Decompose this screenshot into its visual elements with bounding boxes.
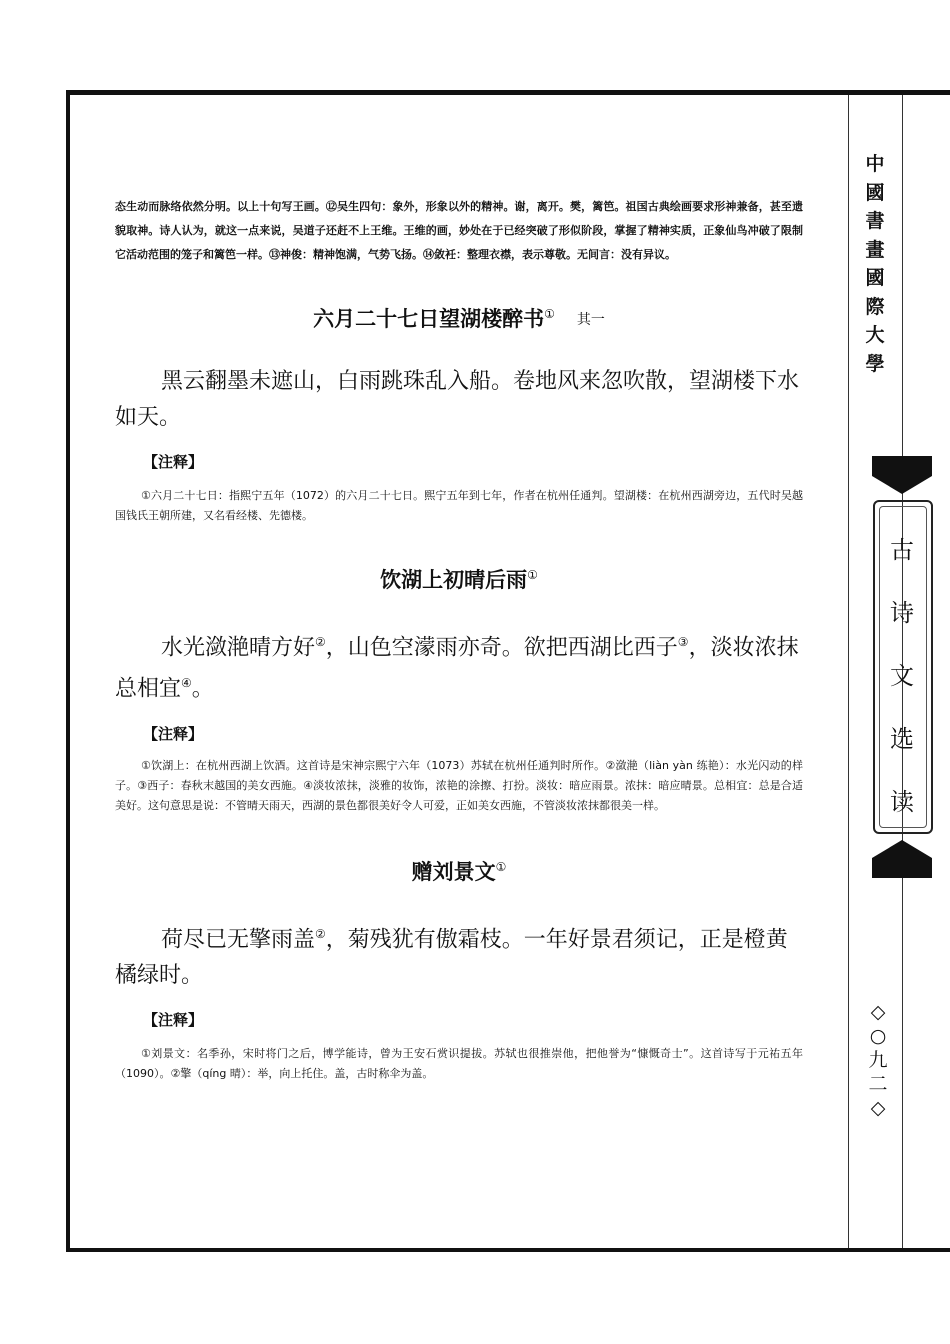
sidebar-title-char: 國 — [865, 181, 885, 204]
page-number-char: 二 — [868, 1073, 888, 1095]
sidebar-title-char: 學 — [865, 352, 885, 375]
sidebar-rule-left — [848, 95, 849, 1248]
ornament-chevron-bottom-icon — [872, 840, 932, 864]
sidebar-subtitle-char: 文 — [890, 662, 914, 690]
footnote-marker: ① — [527, 568, 538, 582]
page-content — [115, 195, 803, 1084]
poem-text-part: 。 — [191, 675, 214, 701]
poem-text — [115, 624, 803, 707]
footnote-marker: ③ — [677, 635, 689, 649]
footnote-marker: ② — [315, 635, 326, 649]
footnote-marker: ① — [544, 307, 555, 321]
sidebar-subtitle-char: 古 — [890, 536, 914, 564]
page-number-char: ○ — [869, 1025, 887, 1047]
poem-text — [115, 916, 803, 993]
sidebar-title-char: 國 — [865, 267, 885, 289]
sidebar-title — [862, 150, 888, 378]
poem-title — [115, 303, 803, 333]
sidebar-title-char: 際 — [865, 295, 885, 318]
notes-heading: 【注释】 — [143, 724, 204, 743]
poem-title-text: 饮湖上初晴后雨 — [380, 568, 528, 592]
page-number — [863, 1000, 893, 1120]
notes-text: ①饮湖上：在杭州西湖上饮酒。这首诗是宋神宗熙宁六年（1073）苏轼在杭州任通判时所作。②潋滟（liàn yàn 练艳）：水光闪动的样子。③西子：春秋末越国的美女西施。④淡妆浓抹，淡雅的妆饰，浓艳的涂擦、打扮。淡妆：暗应雨景。浓抹：暗应晴景。总相宜：总是合适美好。这句意思是说：不管晴天雨天，西湖的景色都很美好令人可爱，正如美女西施，不管淡妆浓抹都很美一样。 — [115, 758, 803, 812]
ornament-chevron-top-icon — [872, 470, 932, 494]
poem-text-part: ，山色空濛雨亦奇。欲把西湖比西子 — [325, 634, 678, 660]
poem-tag: 其一 — [576, 312, 605, 328]
poem-text-part: ，菊残犹有傲霜枝。一年好景君须记，正是橙黄橘绿时。 — [115, 925, 788, 987]
notes-text: ①刘景文：名季孙，宋时将门之后，博学能诗，曾为王安石赏识提拔。苏轼也很推崇他，把他誉为“慷慨奇士”。这首诗写于元祐五年（1090）。②擎（qíng 晴）：举，向上托住。盖，古时称伞为盖。 — [115, 1046, 803, 1080]
poem-title-text: 六月二十七日望湖楼醉书 — [313, 307, 545, 331]
sidebar-subtitle-char: 选 — [890, 725, 914, 753]
poem-text-part: 水光潋滟晴方好 — [161, 634, 316, 660]
sidebar-title-char: 中 — [865, 153, 885, 175]
notes-heading: 【注释】 — [143, 453, 204, 471]
footnote-marker: ② — [315, 926, 326, 941]
ornament-band-bottom — [872, 864, 932, 878]
poem-text: 黑云翻墨未遮山，白雨跳珠乱入船。卷地风来忽吹散，望湖楼下水如天。 — [115, 368, 800, 429]
page-number-char: 九 — [868, 1049, 888, 1071]
footnote-marker: ④ — [181, 676, 192, 691]
sidebar-subtitle-char: 读 — [890, 788, 914, 816]
frame-bottom-rule — [66, 1248, 950, 1252]
sidebar-subtitle — [878, 535, 926, 850]
diamond-icon: ◇ — [870, 1001, 886, 1023]
poem-text-part: 荷尽已无擎雨盖 — [161, 925, 316, 951]
continued-notes: 态生动而脉络依然分明。以上十句写王画。⑫吴生四句：象外，形象以外的精神。谢，离开。樊，篱笆。祖国古典绘画要求形神兼备，甚至遗貌取神。诗人认为，就这一点来说，吴道子还赶不上王维。王维的画，妙处在于已经突破了形似阶段，掌握了精神实质，正象仙鸟冲破了限制它活动范围的笼子和篱笆一样。⑬神俊：精神饱满，气势飞扬。⑭敛衽：整理衣襟，表示尊敬。无间言：没有异议。 — [115, 200, 803, 261]
footnote-marker: ① — [495, 859, 507, 874]
poem-text-part: ，淡妆浓抹总相宜 — [115, 634, 799, 701]
poem-title-text: 赠刘景文 — [411, 859, 496, 884]
poem-title — [115, 856, 803, 886]
frame-top-rule — [66, 90, 950, 95]
sidebar-subtitle-char: 诗 — [890, 599, 914, 627]
notes-text: ①六月二十七日：指熙宁五年（1072）的六月二十七日。熙宁五年到七年，作者在杭州任通判。望湖楼：在杭州西湖旁边，五代时吴越国钱氏王朝所建，又名看经楼、先德楼。 — [115, 489, 803, 522]
ornament-band-top — [872, 456, 932, 470]
frame-left-rule — [66, 90, 70, 1252]
sidebar-title-char: 畫 — [865, 238, 885, 261]
notes-heading: 【注释】 — [143, 1010, 204, 1029]
poem-title — [115, 564, 803, 594]
sidebar-title-char: 書 — [865, 210, 885, 232]
diamond-icon: ◇ — [870, 1097, 886, 1119]
sidebar-title-char: 大 — [865, 324, 885, 346]
